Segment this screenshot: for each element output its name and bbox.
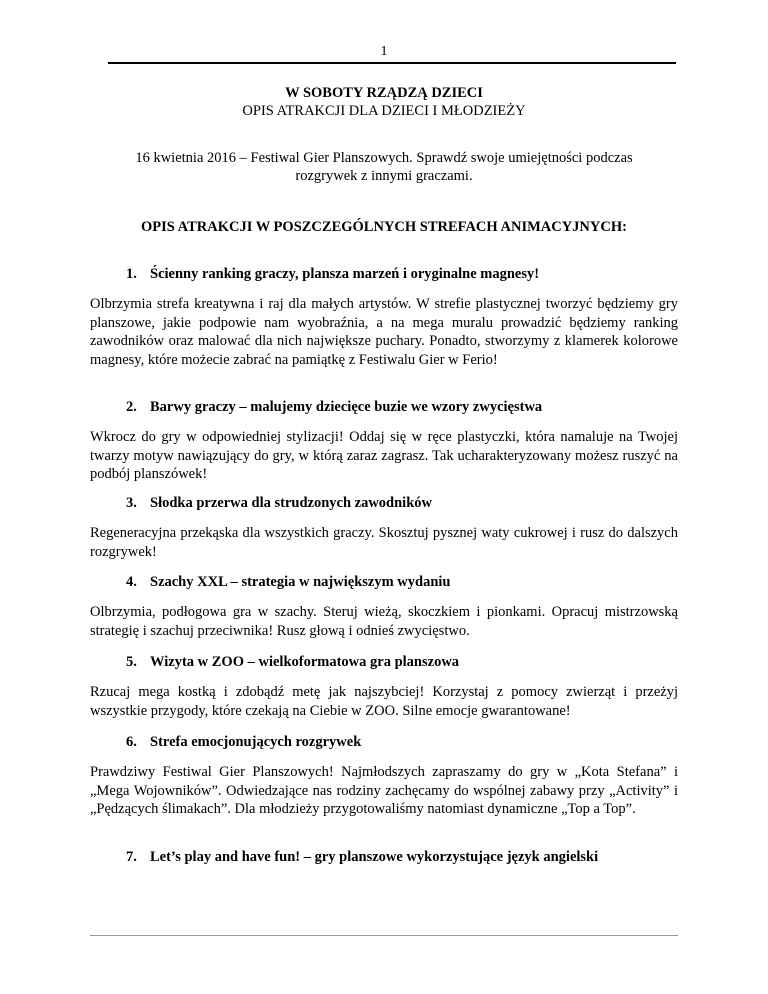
item-title: Strefa emocjonujących rozgrywek	[150, 734, 362, 750]
header-rule	[108, 62, 676, 64]
page-number: 1	[380, 44, 388, 59]
item-number: 2.	[126, 399, 137, 415]
item-number: 5.	[126, 654, 137, 670]
item-heading-4	[126, 573, 450, 591]
item-body-5: Rzucaj mega kostką i zdobądź metę jak najszybciej! Korzystaj z pomocy zwierząt i przeżyj wszystkie przygody, które czekają na Ciebie w ZOO. Silne emocje gwarantowane!	[90, 684, 678, 719]
intro-line-1: 16 kwietnia 2016 – Festiwal Gier Planszowych. Sprawdź swoje umiejętności podczas	[135, 150, 633, 166]
footer-rule	[90, 935, 678, 936]
item-number: 6.	[126, 734, 137, 750]
item-title: Let’s play and have fun! – gry planszowe wykorzystujące język angielski	[150, 849, 599, 865]
item-body-1: Olbrzymia strefa kreatywna i raj dla małych artystów. W strefie plastycznej tworzyć będziemy gry planszowe, jakie podpowie nam wyobraźnia, a na mega muralu prowadzić będziemy ranking zawodników oraz malować dla nich największe puchary. Ponadto, stworzymy z klamerek kolorowe magnesy, które możecie zabrać na pamiątkę z Festiwalu Gier w Ferio!	[90, 296, 678, 368]
intro-paragraph	[100, 149, 668, 185]
item-body-3: Regeneracyjna przekąska dla wszystkich graczy. Skosztuj pysznej waty cukrowej i rusz do dalszych rozgrywek!	[90, 525, 678, 560]
intro-line-2: rozgrywek z innymi graczami.	[295, 168, 473, 184]
document-title: W SOBOTY RZĄDZĄ DZIECI	[285, 85, 483, 101]
section-heading: OPIS ATRAKCJI W POSZCZEGÓLNYCH STREFACH ANIMACYJNYCH:	[141, 219, 627, 235]
item-heading-2	[126, 398, 542, 416]
item-body-6: Prawdziwy Festiwal Gier Planszowych! Najmłodszych zapraszamy do gry w „Kota Stefana” i „Mega Wojowników”. Odwiedzające nas rodziny zachęcamy do wspólnej zabawy przy „Activity” i „Pędzących ślimakach”. Dla młodzieży przygotowaliśmy natomiast dynamiczne „Top a Top”.	[90, 764, 678, 818]
item-number: 3.	[126, 495, 137, 511]
item-number: 4.	[126, 574, 137, 590]
item-heading-3	[126, 494, 432, 512]
item-heading-6	[126, 733, 361, 751]
item-number: 1.	[126, 266, 137, 282]
item-heading-7	[126, 848, 598, 866]
item-title: Wizyta w ZOO – wielkoformatowa gra planszowa	[150, 654, 460, 670]
item-title: Ścienny ranking graczy, plansza marzeń i oryginalne magnesy!	[150, 266, 540, 282]
document-subtitle: OPIS ATRAKCJI DLA DZIECI I MŁODZIEŻY	[242, 103, 526, 119]
item-title: Szachy XXL – strategia w największym wydaniu	[150, 574, 451, 590]
item-number: 7.	[126, 849, 137, 865]
item-heading-5	[126, 653, 459, 671]
item-body-2: Wkrocz do gry w odpowiedniej stylizacji! Oddaj się w ręce plastyczki, która namaluje na Twojej twarzy motyw nawiązujący do gry, w którą zaraz zagrasz. Tak ucharakteryzowany możesz ruszyć na podbój planszówek!	[90, 429, 678, 483]
item-body-4: Olbrzymia, podłogowa gra w szachy. Steruj wieżą, skoczkiem i pionkami. Opracuj mistrzowską strategię i szachuj przeciwnika! Rusz głową i odnieś zwycięstwo.	[90, 604, 678, 639]
item-title: Barwy graczy – malujemy dziecięce buzie we wzory zwycięstwa	[150, 399, 543, 415]
item-title: Słodka przerwa dla strudzonych zawodników	[150, 495, 432, 511]
item-heading-1	[126, 265, 539, 283]
